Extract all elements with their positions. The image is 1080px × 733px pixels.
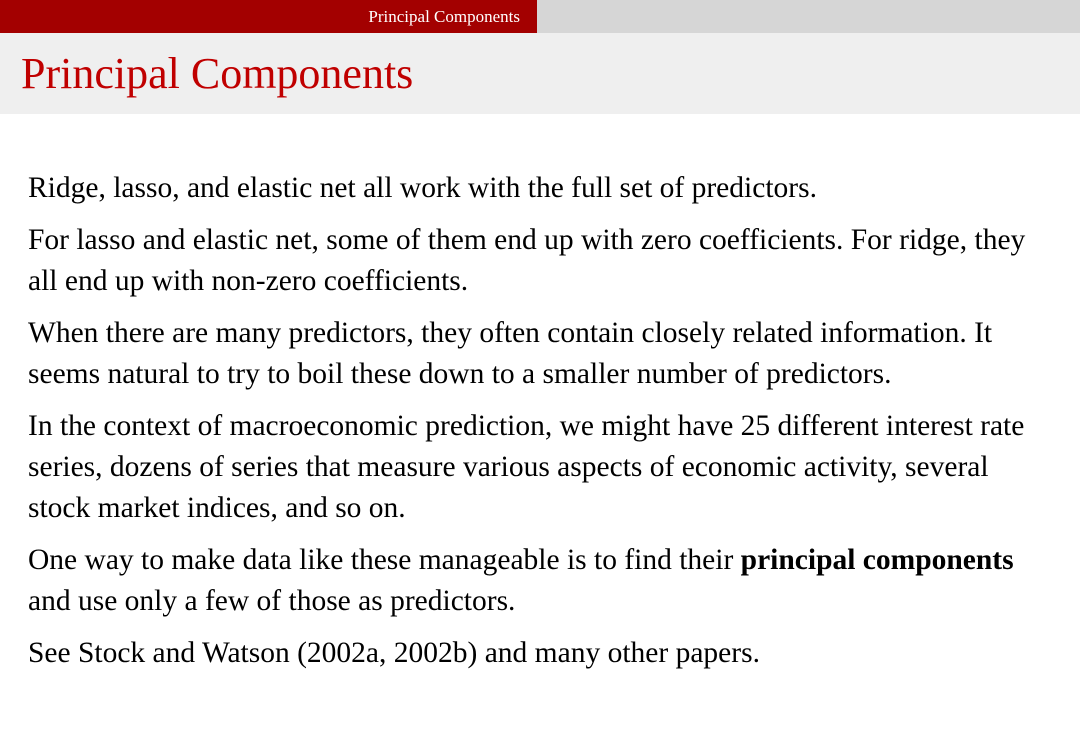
title-band [0,33,1080,114]
paragraph-4: In the context of macroeconomic prediction, we might have 25 different interest rate series, dozens of series that measure various aspects of economic activity, several stock market indices, and so on. [28,410,1025,524]
slide-title: Principal Components [21,49,414,98]
paragraph-2: For lasso and elastic net, some of them end up with zero coefficients. For ridge, they all end up with non-zero coefficients. [28,224,1026,297]
paragraph-5-text-end: and use only a few of those as predictors. [28,585,516,617]
slide-body [28,168,1058,685]
paragraph-1: Ridge, lasso, and elastic net all work with the full set of predictors. [28,172,817,204]
paragraph-5 [28,540,1058,622]
section-tab-label: Principal Components [368,6,520,26]
paragraph-3: When there are many predictors, they often contain closely related information. It seems natural to try to boil these down to a smaller number of predictors. [28,317,993,390]
section-tab[interactable] [0,0,537,33]
principal-components-term: principal components [740,544,1014,576]
paragraph-6: See Stock and Watson (2002a, 2002b) and many other papers. [28,637,760,669]
top-navigation-bar [0,0,1080,33]
paragraph-5-text-start: One way to make data like these manageable is to find their [28,544,741,576]
